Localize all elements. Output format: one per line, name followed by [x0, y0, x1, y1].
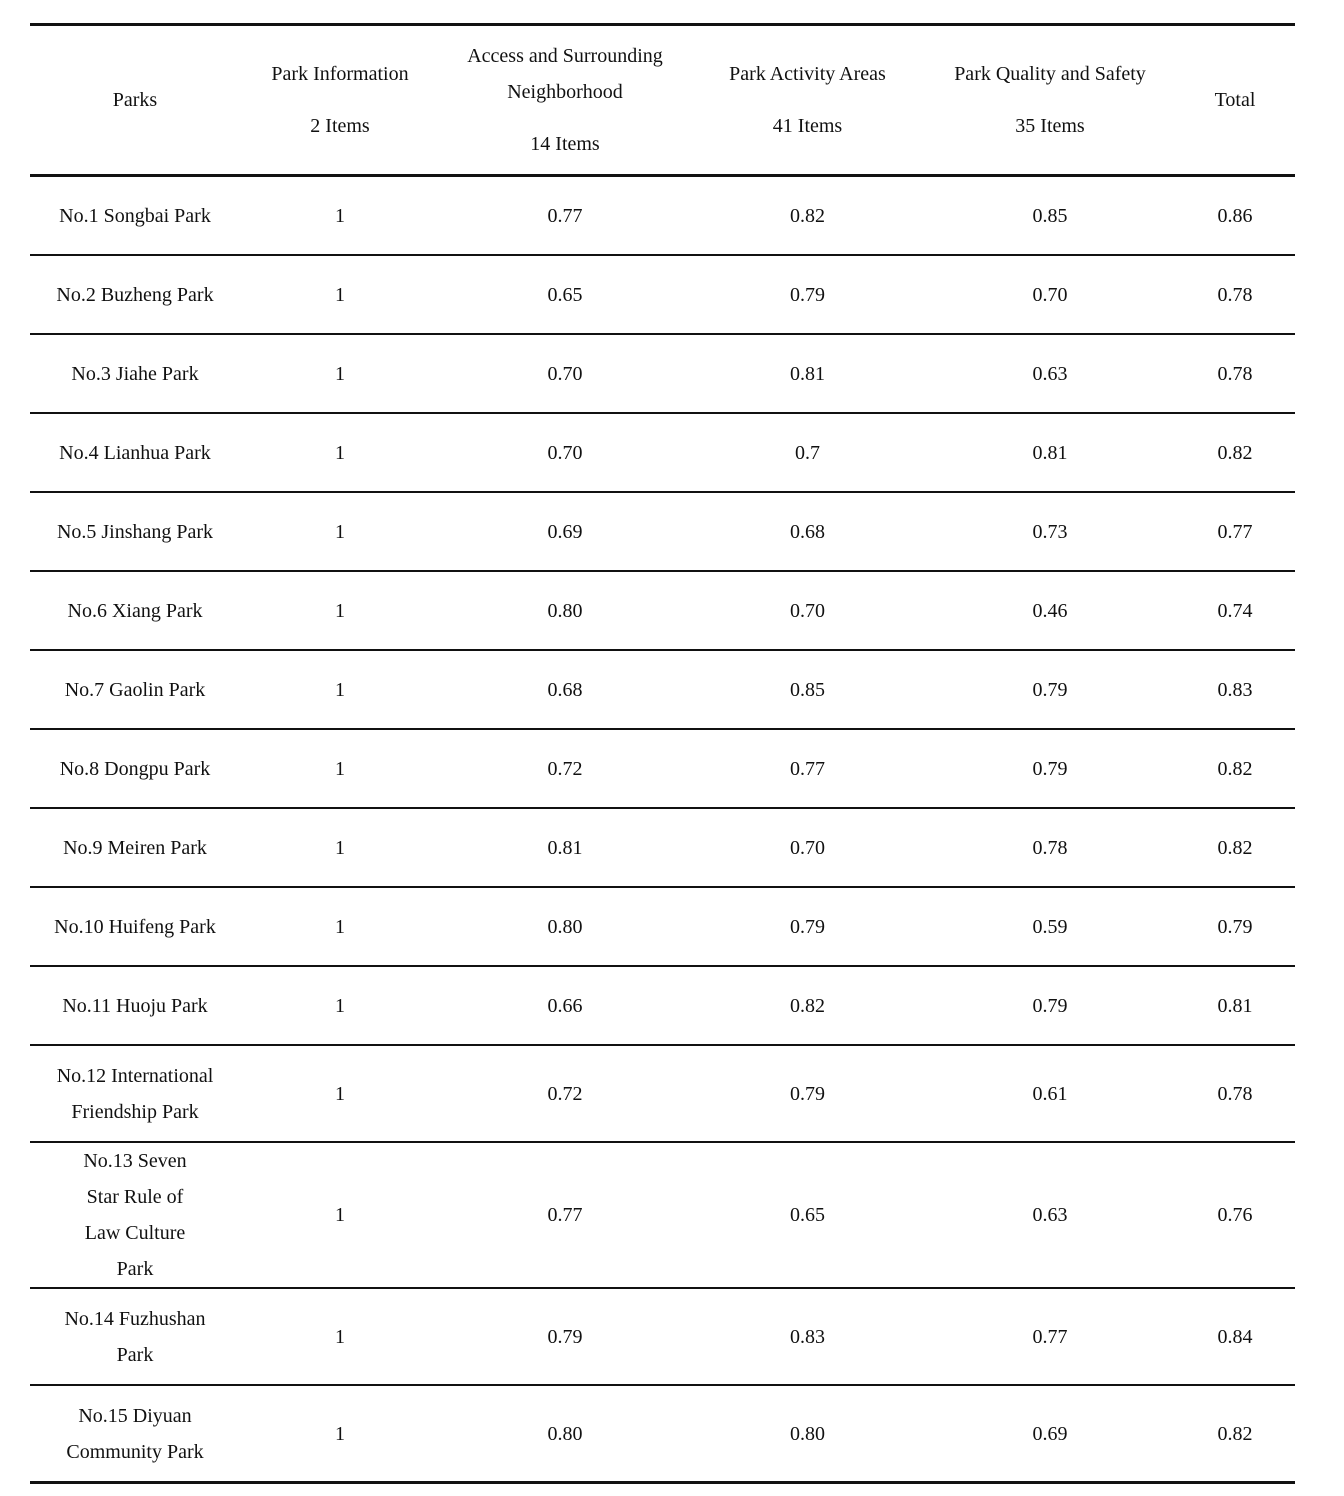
table-header [30, 25, 1295, 176]
cell-quality: 0.85 [1032, 204, 1068, 227]
cell-park-name: No.12 International Friendship Park [56, 1064, 214, 1123]
cell-activity: 0.79 [790, 1082, 825, 1105]
table-row [30, 334, 1295, 413]
header-total [1175, 25, 1295, 176]
cell-total: 0.86 [1217, 204, 1253, 227]
cell-access: 0.72 [547, 1082, 583, 1105]
cell-park-information: 1 [335, 599, 345, 622]
cell-park-name: No.2 Buzheng Park [56, 283, 214, 306]
cell-total: 0.82 [1217, 441, 1253, 464]
cell-park-name: No.6 Xiang Park [67, 599, 203, 622]
cell-park-information: 1 [335, 915, 345, 938]
table-row [30, 966, 1295, 1045]
cell-access: 0.65 [547, 283, 583, 306]
table-row [30, 413, 1295, 492]
cell-park-name: No.3 Jiahe Park [71, 362, 199, 385]
header-access-title-line2: Neighborhood [507, 81, 623, 103]
cell-park-name: No.4 Lianhua Park [59, 441, 211, 464]
cell-park-name: No.8 Dongpu Park [59, 757, 211, 780]
cell-park-name: No.13 Seven Star Rule of Law Culture Park [83, 1150, 187, 1280]
header-quality-items: 35 Items [1015, 115, 1085, 137]
cell-park-name: No.7 Gaolin Park [64, 678, 206, 701]
header-activity-title: Park Activity Areas [729, 63, 886, 85]
cell-park-name: No.10 Huifeng Park [54, 915, 216, 938]
cell-park-name: No.15 Diyuan Community Park [66, 1404, 204, 1463]
cell-access: 0.77 [547, 1204, 583, 1226]
cell-park-information: 1 [335, 1082, 345, 1105]
cell-access: 0.66 [547, 994, 583, 1017]
cell-total: 0.78 [1217, 362, 1253, 385]
table-row [30, 176, 1295, 256]
cell-park-information: 1 [335, 441, 345, 464]
header-access-title-line1: Access and Surrounding [467, 45, 663, 67]
cell-activity: 0.79 [790, 283, 825, 306]
cell-total: 0.78 [1217, 283, 1253, 306]
table-row [30, 650, 1295, 729]
header-activity-areas [690, 25, 925, 176]
cell-activity: 0.83 [790, 1325, 825, 1348]
table-row [30, 1142, 1295, 1288]
table-body [30, 176, 1295, 1483]
cell-quality: 0.79 [1032, 678, 1068, 701]
cell-quality: 0.61 [1032, 1082, 1068, 1105]
table-row [30, 1288, 1295, 1385]
cell-park-name: No.9 Meiren Park [63, 836, 207, 859]
cell-activity: 0.80 [790, 1422, 825, 1445]
cell-quality: 0.59 [1032, 915, 1068, 938]
cell-total: 0.76 [1217, 1204, 1253, 1226]
cell-park-information: 1 [335, 520, 345, 543]
cell-park-information: 1 [335, 1422, 345, 1445]
cell-access: 0.80 [547, 599, 583, 622]
cell-quality: 0.79 [1032, 757, 1068, 780]
cell-park-name: No.14 Fuzhushan Park [64, 1307, 206, 1366]
cell-total: 0.77 [1217, 520, 1253, 543]
header-total-label: Total [1214, 89, 1256, 111]
cell-activity: 0.79 [790, 915, 825, 938]
cell-access: 0.81 [547, 836, 583, 859]
cell-activity: 0.77 [790, 757, 825, 780]
cell-park-information: 1 [335, 204, 345, 227]
cell-quality: 0.81 [1032, 441, 1068, 464]
header-row [30, 25, 1295, 176]
cell-total: 0.83 [1217, 678, 1253, 701]
cell-park-information: 1 [335, 362, 345, 385]
cell-access: 0.70 [547, 441, 583, 464]
cell-park-information: 1 [335, 283, 345, 306]
cell-park-information: 1 [335, 757, 345, 780]
cell-activity: 0.81 [790, 362, 825, 385]
cell-park-information: 1 [335, 994, 345, 1017]
cell-quality: 0.69 [1032, 1422, 1068, 1445]
header-parks-label: Parks [112, 89, 158, 111]
cell-total: 0.82 [1217, 836, 1253, 859]
header-access-items: 14 Items [530, 133, 600, 155]
cell-total: 0.84 [1217, 1325, 1253, 1348]
cell-access: 0.80 [547, 915, 583, 938]
cell-activity: 0.82 [790, 994, 825, 1017]
cell-access: 0.80 [547, 1422, 583, 1445]
cell-quality: 0.46 [1032, 599, 1068, 622]
cell-quality: 0.70 [1032, 283, 1068, 306]
cell-activity: 0.85 [790, 678, 825, 701]
cell-total: 0.81 [1217, 994, 1253, 1017]
cell-access: 0.70 [547, 362, 583, 385]
cell-total: 0.82 [1217, 757, 1253, 780]
cell-quality: 0.79 [1032, 994, 1068, 1017]
cell-access: 0.69 [547, 520, 583, 543]
cell-total: 0.79 [1217, 915, 1253, 938]
table-row [30, 887, 1295, 966]
cell-quality: 0.63 [1032, 362, 1068, 385]
cell-quality: 0.77 [1032, 1325, 1068, 1348]
header-park-information [240, 25, 440, 176]
cell-activity: 0.68 [790, 520, 825, 543]
cell-park-information: 1 [335, 836, 345, 859]
cell-quality: 0.73 [1032, 520, 1068, 543]
cell-total: 0.74 [1217, 599, 1253, 622]
cell-access: 0.68 [547, 678, 583, 701]
table-row [30, 808, 1295, 887]
cell-access: 0.79 [547, 1325, 583, 1348]
cell-access: 0.72 [547, 757, 583, 780]
table-row [30, 492, 1295, 571]
table-row [30, 729, 1295, 808]
table-row [30, 255, 1295, 334]
header-activity-items: 41 Items [772, 115, 843, 137]
header-access-neighborhood [440, 25, 690, 176]
cell-activity: 0.82 [790, 204, 825, 227]
cell-park-name: No.11 Huoju Park [62, 994, 208, 1017]
table-row [30, 1385, 1295, 1483]
table-row [30, 571, 1295, 650]
cell-park-name: No.5 Jinshang Park [56, 520, 214, 543]
cell-activity: 0.70 [790, 599, 825, 622]
cell-activity: 0.65 [790, 1204, 825, 1226]
cell-total: 0.78 [1217, 1082, 1253, 1105]
header-quality-safety [925, 25, 1175, 176]
header-parks [30, 25, 240, 176]
header-info-title: Park Information [271, 63, 409, 85]
cell-park-information: 1 [335, 1204, 345, 1226]
cell-quality: 0.78 [1032, 836, 1068, 859]
cell-activity: 0.70 [790, 836, 825, 859]
cell-access: 0.77 [547, 204, 583, 227]
cell-park-information: 1 [335, 678, 345, 701]
header-info-items: 2 Items [310, 115, 370, 137]
cell-park-name: No.1 Songbai Park [59, 204, 211, 227]
cell-quality: 0.63 [1032, 1204, 1068, 1226]
cell-total: 0.82 [1217, 1422, 1253, 1445]
header-quality-title: Park Quality and Safety [954, 63, 1146, 85]
table-row [30, 1045, 1295, 1142]
cell-activity: 0.7 [795, 441, 820, 464]
park-scores-table [30, 23, 1295, 1484]
cell-park-information: 1 [335, 1325, 345, 1348]
park-scores-table-container [30, 23, 1295, 1484]
